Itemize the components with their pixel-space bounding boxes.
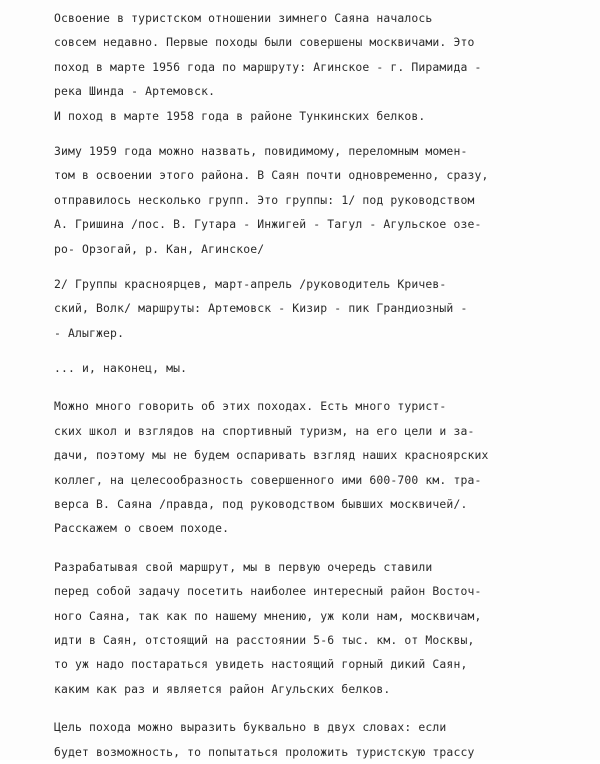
text-line: идти в Саян, отстоящий на расстоянии 5-6 тыс. км. от Москвы, bbox=[54, 632, 475, 647]
text-line: Расскажем о своем походе. bbox=[54, 521, 230, 536]
text-line: каким как раз и является район Агульских белков. bbox=[54, 681, 391, 696]
text-line: Освоение в туристском отношении зимнего Саяна началось bbox=[54, 11, 433, 25]
paragraph-4 bbox=[54, 356, 544, 380]
paragraph-2 bbox=[54, 139, 544, 261]
text-line: то уж надо постараться увидеть настоящий горный дикий Саян, bbox=[54, 657, 468, 672]
text-line: коллег, на целесообразность совершенного ими 600-700 км. тра- bbox=[54, 472, 482, 487]
text-line: том в освоении этого района. В Саян почти одновременно, сразу, bbox=[54, 168, 489, 183]
paragraph-3 bbox=[54, 272, 544, 345]
text-line: И поход в марте 1958 года в районе Тункинских белков. bbox=[54, 108, 426, 123]
text-line: ро- Орзогай, р. Кан, Агинское/ bbox=[54, 241, 265, 256]
text-line: река Шинда - Артемовск. bbox=[54, 84, 216, 99]
text-line: Зиму 1959 года можно назвать, повидимому, переломным момен- bbox=[54, 143, 468, 158]
text-line: 2/ Группы красноярцев, март-апрель /руководитель Кричев- bbox=[54, 276, 447, 291]
text-line: будет возможность, то попытаться проложить туристскую трассу bbox=[54, 744, 475, 759]
text-line: - Алыгжер. bbox=[54, 325, 125, 340]
text-line: дачи, поэтому мы не будем оспаривать взгляд наших красноярских bbox=[54, 448, 489, 463]
paragraph-gap bbox=[54, 345, 544, 356]
text-line: перед собой задачу посетить наиболее интересный район Восточ- bbox=[54, 584, 482, 599]
paragraph-5 bbox=[54, 394, 544, 540]
text-line: ский, Волк/ маршруты: Артемовск - Кизир - пик Грандиозный - bbox=[54, 301, 468, 316]
text-line: ... и, наконец, мы. bbox=[54, 361, 188, 376]
text-line: верса В. Саяна /правда, под руководством бывших москвичей/. bbox=[54, 497, 468, 512]
text-line: Разрабатывая свой маршрут, мы в первую очередь ставили bbox=[54, 559, 433, 574]
text-line: ских школ и взглядов на спортивный туризм, на его цели и за- bbox=[54, 423, 475, 438]
text-line: ного Саяна, так как по нашему мнению, уж коли нам, москвичам, bbox=[54, 608, 482, 623]
text-line: отправилось несколько групп. Это группы: 1/ под руководством bbox=[54, 192, 475, 207]
text-line: Цель похода можно выразить буквально в двух словах: если bbox=[54, 720, 447, 735]
paragraph-gap bbox=[54, 261, 544, 272]
paragraph-6 bbox=[54, 555, 544, 701]
document-text bbox=[54, 6, 544, 764]
text-line: поход в марте 1956 года по маршруту: Агинское - г. Пирамида - bbox=[54, 59, 482, 74]
paragraph-gap bbox=[54, 701, 544, 715]
text-line: А. Гришина /пос. В. Гутара - Инжигей - Тагул - Агульское озе- bbox=[54, 217, 482, 232]
paragraph-gap bbox=[54, 128, 544, 139]
paragraph-1 bbox=[54, 6, 544, 128]
paragraph-gap bbox=[54, 380, 544, 394]
paragraph-gap bbox=[54, 541, 544, 555]
paragraph-7 bbox=[54, 715, 544, 764]
text-line: Можно много говорить об этих походах. Есть много турист- bbox=[54, 399, 447, 414]
text-line: совсем недавно. Первые походы были совершены москвичами. Это bbox=[54, 35, 475, 50]
